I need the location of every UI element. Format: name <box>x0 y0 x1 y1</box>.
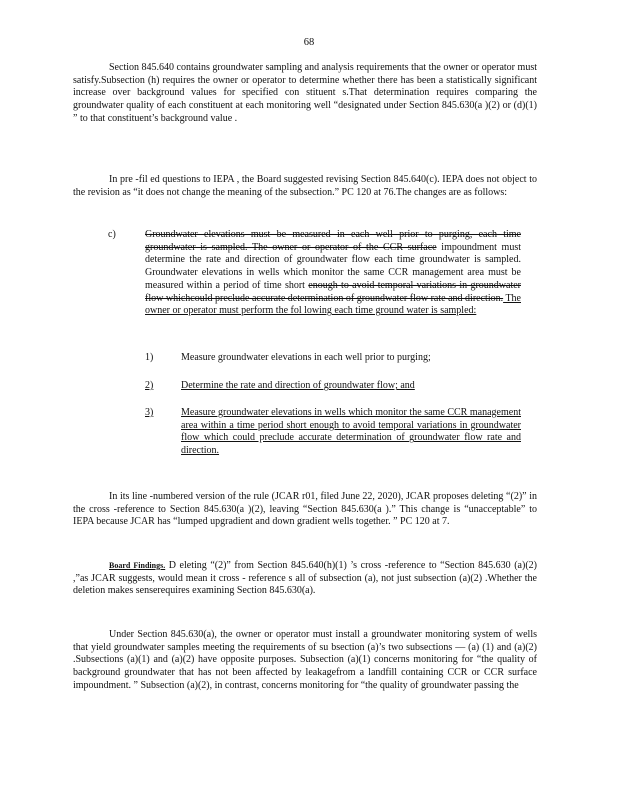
paragraph-jcar-proposal: In its line -numbered version of the rule (JCAR r01, filed June 22, 2020), JCAR proposes deleting “(2)” in the cross -reference to Section 845.630(a )(2), leaving “Section 845.630(a ).” This change is “unacceptable” to IEPA because JCAR has “lumped upgradient and down gradient wells together. ” PC 120 at 7. <box>73 491 537 528</box>
page-number: 68 <box>303 37 315 48</box>
list-item-number: 2) <box>145 380 154 391</box>
list-item-text: Determine the rate and direction of groundwater flow; and <box>181 380 415 391</box>
paragraph-section-845-640: Section 845.640 contains groundwater sampling and analysis requirements that the owner or operator must satisfy.Subsection (h) requires the owner or operator to determine whether there has been a statistically significant increase over background values for specified con stituent s.That determination requires comparing the groundwater quality of each constituent at each monitoring well “designated under Section 845.630(a )(2) or (d)(1) ” to that constituent’s background value . <box>73 62 537 124</box>
list-item-number: 3) <box>145 407 154 418</box>
struck-text-1: Groundwater elevations must be measured in each well prior to purging, each time groundwater is sampled. The owner or operator of the CCR surface <box>145 229 521 253</box>
struck-text-2: enough to avoid temporal variations in groundwater flow whichcould preclude accurate determination of groundwater flow rate and direction. <box>145 279 521 304</box>
list-item-text: Measure groundwater elevations in each well prior to purging; <box>181 352 431 363</box>
amendment-body-1: impoundment must determine the rate and direction of groundwater flow each time groundwater is sampled. Groundwater elevations in wells which monitor the same CCR management area must be measured within a period of time short <box>145 241 521 291</box>
list-item-2 <box>145 380 521 393</box>
list-item-text: Measure groundwater elevations in wells which monitor the same CCR management area within a time period short enough to avoid temporal variations in groundwater flow which could preclude accurate determination of groundwater flow rate and direction. <box>181 407 521 457</box>
amendment-label: c) <box>108 229 116 240</box>
paragraph-board-findings <box>73 560 537 598</box>
paragraph-prefiled-questions: In pre -fil ed questions to IEPA , the Board suggested revising Section 845.640(c). IEPA does not object to the revision as “it does not change the meaning of the subsection.” PC 120 at 76.The changes are as follows: <box>73 174 537 198</box>
amendment-text <box>145 229 521 318</box>
board-findings-heading: Board Findings. <box>109 561 166 570</box>
paragraph-section-845-630: Under Section 845.630(a), the owner or operator must install a groundwater monitoring system of wells that yield groundwater samples meeting the requirements of su bsection (a)’s two subsections — (a) (1) and (a)(2) .Subsections (a)(1) and (a)(2) have opposite purposes. Subsection (a)(1) concerns monitoring for “the quality of background groundwater that has not been affected by leakagefrom a landfill containing CCR or CCR surface impoundment. ” Subsection (a)(2), in contrast, concerns monitoring for “the quality of groundwater passing the <box>73 629 537 691</box>
board-findings-text: D eleting “(2)” from Section 845.640(h)(1) ’s cross -reference to “Section 845.630 (a)(2) ,”as JCAR suggests, would mean it cross - reference s all of subsection (a), not just subsection (a)(2) .Whether the deletion makes senserequires examining Section 845.630(a). <box>73 560 537 597</box>
list-item-3 <box>145 407 521 458</box>
list-item-number: 1) <box>145 352 154 363</box>
list-item-1 <box>145 352 521 365</box>
amendment-body-2: The owner or operator must perform the fol lowing each time ground water is sampled: <box>145 292 521 317</box>
